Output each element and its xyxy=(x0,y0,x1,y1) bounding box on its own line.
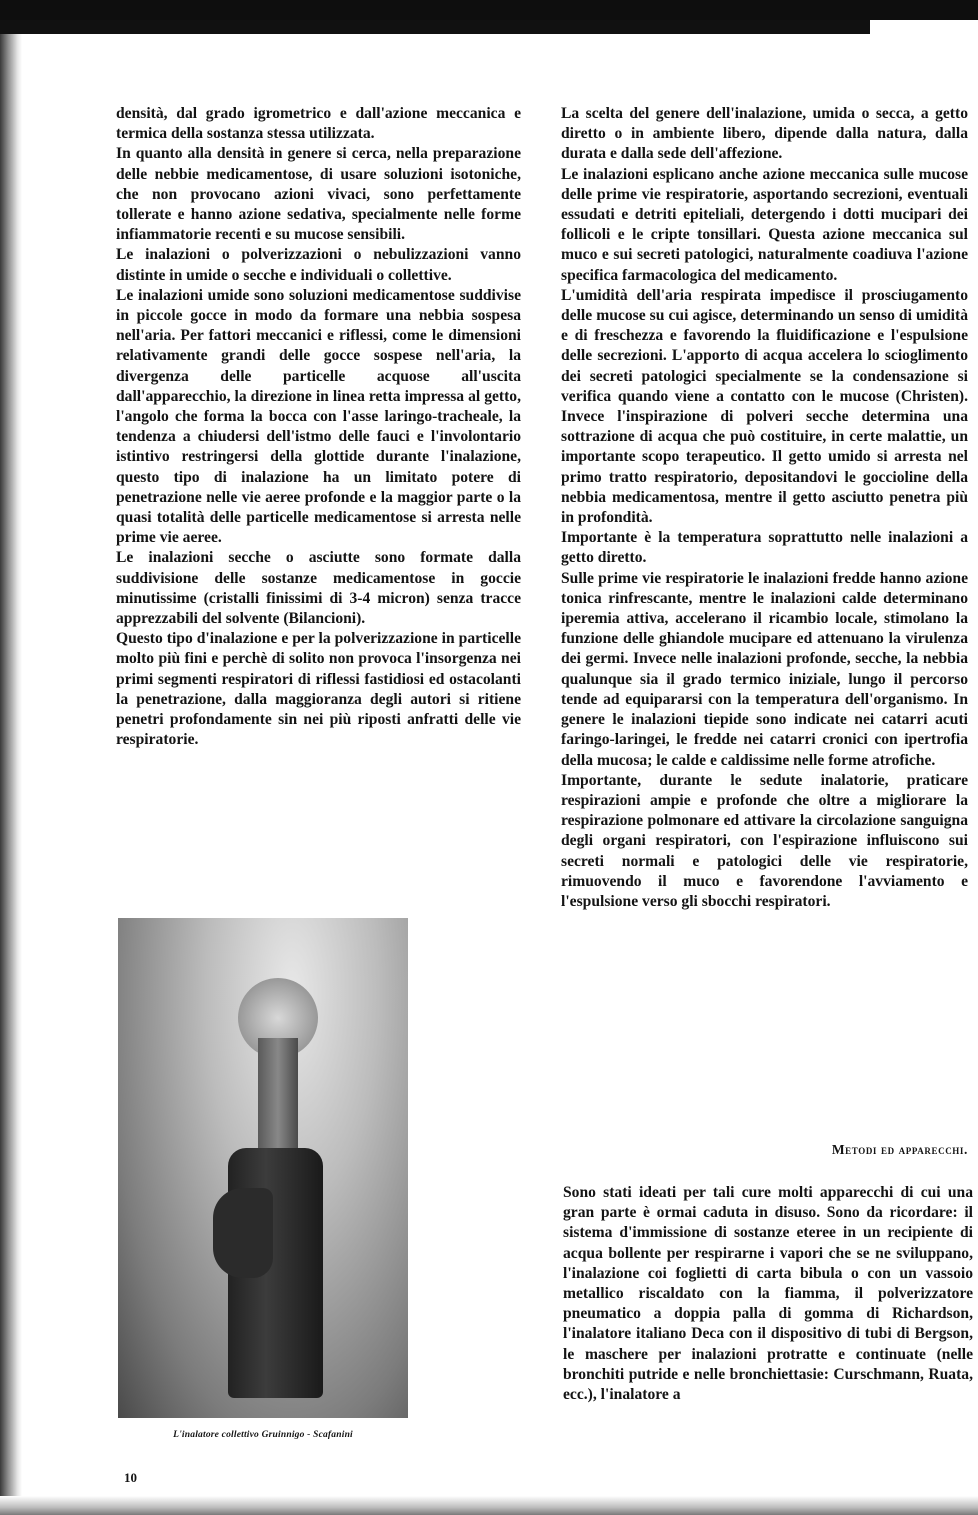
paragraph: Importante, durante le sedute inalatorie, praticare respirazioni ampie e profonde che oltre a migliorare la respirazione polmonare ed attivare la circolazione sanguigna degli organi respiratori, con l'espirazione influiscono sui secreti normali e patologici delle vie respiratorie, rimuovendo il muco e favorendone l'avviamento e l'espulsione verso gli sbocchi respiratori. xyxy=(561,771,968,910)
right-column xyxy=(561,104,968,912)
top-border xyxy=(0,0,978,20)
page-binding-shadow xyxy=(0,34,22,1515)
photo-caption: L'inalatore collettivo Gruinnigo - Scafanini xyxy=(173,1430,353,1440)
left-column xyxy=(116,104,521,751)
paragraph: Le inalazioni esplicano anche azione meccanica sulle mucose delle prime vie respiratorie, asportando secrezioni, eventuali essudati e detriti epiteliali, detergendo i dotti mucipari dei follicoli e le cripte tonsillari. Questa azione meccanica sul muco e sui secreti patologici, naturalmente coadiuva l'azione specifica farmacologica del medicamento. xyxy=(561,165,968,284)
paragraph: Importante è la temperatura soprattutto nelle inalazioni a getto diretto. xyxy=(561,529,968,567)
page-bottom-shadow xyxy=(0,1496,978,1515)
paragraph: Le inalazioni o polverizzazioni o nebulizzazioni vanno distinte in umide o secche e individuali o collettive. xyxy=(116,246,521,284)
paragraph: Questo tipo d'inalazione e per la polverizzazione in particelle molto più fini e perchè di solito non provoca l'insorgenza nei primi segmenti respiratori di riflessi fastidiosi ed ostacolanti la penetrazione, dalla maggioranza degli autori si ritiene penetri profondamente sin nei più riposti anfratti delle vie respiratorie. xyxy=(116,630,521,749)
paragraph: In quanto alla densità in genere si cerca, nella preparazione delle nebbie medicamentose, di usare soluzioni isotoniche, che non provocano azioni vivaci, sono perfettamente tollerate e hanno azione sedativa, specialmente nelle forme infiammatorie recenti e su mucose sensibili. xyxy=(116,145,521,244)
inhaler-photo xyxy=(118,918,408,1418)
paragraph: densità, dal grado igrometrico e dall'azione meccanica e termica della sostanza stessa utilizzata. xyxy=(116,105,521,143)
paragraph: La scelta del genere dell'inalazione, umida o secca, a getto diretto o in ambiente libero, dipende dalla natura, dalla durata e dalla sede dell'affezione. xyxy=(561,105,968,163)
paragraph: L'umidità dell'aria respirata impedisce il prosciugamento delle mucose su cui agisce, determinando un senso di umidità e di freschezza e favorendo la fluidificazione e l'espulsione delle secrezioni. L'apporto di acqua accelera lo scioglimento dei secreti patologici specialmente se la condensazione si verifica quando viene a contatto con le mucose (Christen). Invece l'inspirazione di polveri secche determina una sottrazione di acqua che può costituire, in certe malattie, un importante scopo terapeutico. Il getto umido si arresta nel primo tratto respiratorio, depositandovi le goccioline della nebbia medicamentosa, mentre il getto asciutto penetra più in profondità. xyxy=(561,286,968,527)
top-border-notch xyxy=(870,20,978,34)
paragraph: Le inalazioni umide sono soluzioni medicamentose suddivise in piccole gocce in modo da formare una nebbia sospesa nell'aria. Per fattori meccanici e riflessi, come le dimensioni relativamente grandi delle gocce sospese nell'aria, la divergenza delle particelle acquose all'uscita dall'apparecchio, la direzione in linea retta impressa al getto, l'angolo che forma la bocca con l'asse laringo-tracheale, la tendenza a chiudersi dell'istmo delle fauci e l'involontario istintivo restringersi della glottide durante l'inalazione, questo tipo di inalazione ha un limitato potere di penetrazione nelle vie aeree profonde e la maggior parte o la quasi totalità delle particelle medicamentose si arresta nelle prime vie aeree. xyxy=(116,286,521,547)
section-heading: Metodi ed apparecchi. xyxy=(831,1142,968,1157)
paragraph: Le inalazioni secche o asciutte sono formate dalla suddivisione delle sostanze medicamentose in goccie minutissime (cristalli finissimi di 3-4 micron) senza tracce apprezzabili del solvente (Bilancioni). xyxy=(116,549,521,628)
top-border-strip xyxy=(0,20,870,34)
page-number: 10 xyxy=(124,1470,137,1485)
paragraph: Sulle prime vie respiratorie le inalazioni fredde hanno azione tonica rinfrescante, mentre le inalazioni calde determinano iperemia attiva, accelerano il ricambio locale, stimolano la funzione delle ghiandole mucipare ed attenuano la virulenza dei germi. Invece nelle inalazioni profonde, secche, la nebbia qualunque sia il grado termico iniziale, lungo il percorso tende ad equipararsi con la temperatura dell'organismo. In genere le inalazioni tiepide sono indicate nei catarri acuti faringo-laringei, le fredde nei catarri cronici con ipertrofia della mucosa; le calde e caldissime nelle forme atrofiche. xyxy=(561,569,968,769)
methods-section xyxy=(563,1183,973,1405)
paragraph: Sono stati ideati per tali cure molti apparecchi di cui una gran parte è ormai caduta in disuso. Sono da ricordare: il sistema d'immissione di sostanze eteree in un recipiente di acqua bollente per respirarne i vapori che se ne sviluppano, l'inalazione coi foglietti di carta bibula o con un vassoio metallico riscaldato con la fiamma, il polverizzatore pneumatico a doppia palla di gomma di Richardson, l'inalatore italiano Deca con il dispositivo di tubi di Bergson, le maschere per inalazioni protratte e continuate (nelle bronchiti putride e nelle bronchiettasie: Curschmann, Ruata, ecc.), l'inalatore a xyxy=(563,1184,973,1404)
inhaler-handle xyxy=(213,1188,273,1278)
